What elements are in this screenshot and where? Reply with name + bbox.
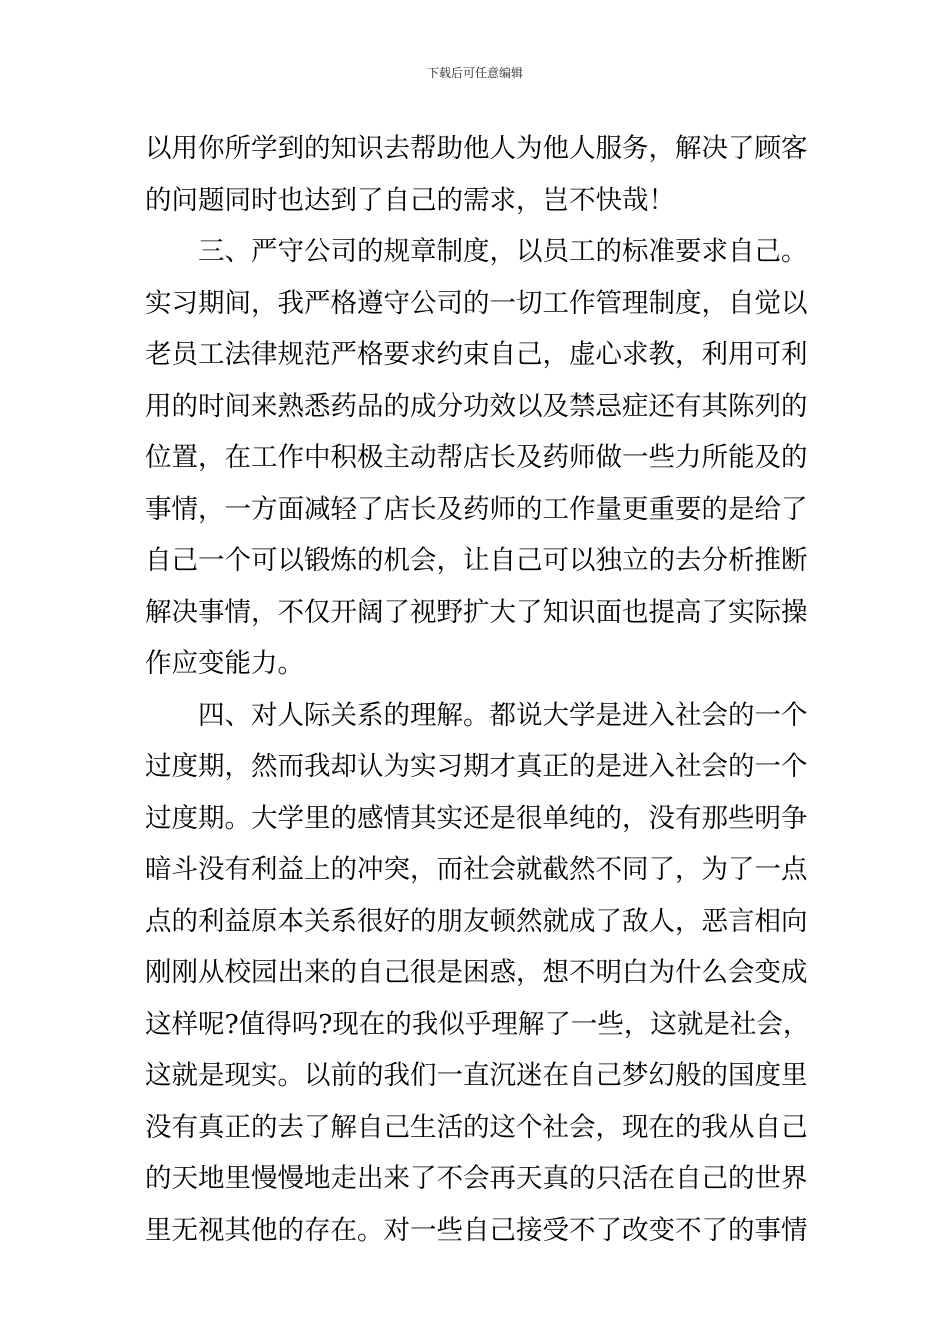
text-line: 实习期间，我严格遵守公司的一切工作管理制度，自觉以 xyxy=(145,287,808,319)
text-line: 暗斗没有利益上的冲突，而社会就截然不同了，为了一点 xyxy=(145,854,808,885)
text-line: 过度期，然而我却认为实习期才真正的是进入社会的一个 xyxy=(145,751,808,782)
text-line: 刚刚从校园出来的自己很是困惑，想不明白为什么会变成 xyxy=(145,957,808,988)
text-line: 以用你所学到的知识去帮助他人为他人服务，解决了顾客 xyxy=(145,133,808,164)
text-line: 老员工法律规范严格要求约束自己，虚心求教，利用可利 xyxy=(145,339,808,370)
paragraph-heading-line: 四、对人际关系的理解。都说大学是进入社会的一个 xyxy=(198,699,808,731)
text-line: 作应变能力。 xyxy=(145,648,304,679)
text-line: 过度期。大学里的感情其实还是很单纯的，没有那些明争 xyxy=(145,802,808,834)
text-line: 点的利益原本关系很好的朋友顿然就成了敌人，恶言相向 xyxy=(145,905,808,937)
paragraph-heading-line: 三、严守公司的规章制度，以员工的标准要求自己。 xyxy=(198,236,808,267)
text-line: 没有真正的去了解自己生活的这个社会，现在的我从自己 xyxy=(145,1111,808,1143)
text-line: 自己一个可以锻炼的机会，让自己可以独立的去分析推断 xyxy=(145,545,808,576)
text-line: 里无视其他的存在。对一些自己接受不了改变不了的事情 xyxy=(145,1214,808,1246)
text-line: 事情，一方面减轻了店长及药师的工作量更重要的是给了 xyxy=(145,493,808,525)
page-header: 下载后可任意编辑 xyxy=(426,66,523,80)
text-line: 这就是现实。以前的我们一直沉迷在自己梦幻般的国度里 xyxy=(145,1060,808,1091)
text-line: 的天地里慢慢地走出来了不会再天真的只活在自己的世界 xyxy=(145,1163,808,1194)
document-body xyxy=(145,123,810,1256)
text-line: 用的时间来熟悉药品的成分功效以及禁忌症还有其陈列的 xyxy=(145,390,808,422)
text-line: 这样呢?值得吗?现在的我似乎理解了一些，这就是社会， xyxy=(145,1008,810,1040)
text-line: 解决事情，不仅开阔了视野扩大了知识面也提高了实际操 xyxy=(145,596,808,628)
text-line: 位置，在工作中积极主动帮店长及药师做一些力所能及的 xyxy=(145,442,808,473)
text-line: 的问题同时也达到了自己的需求，岂不快哉！ xyxy=(145,184,675,216)
